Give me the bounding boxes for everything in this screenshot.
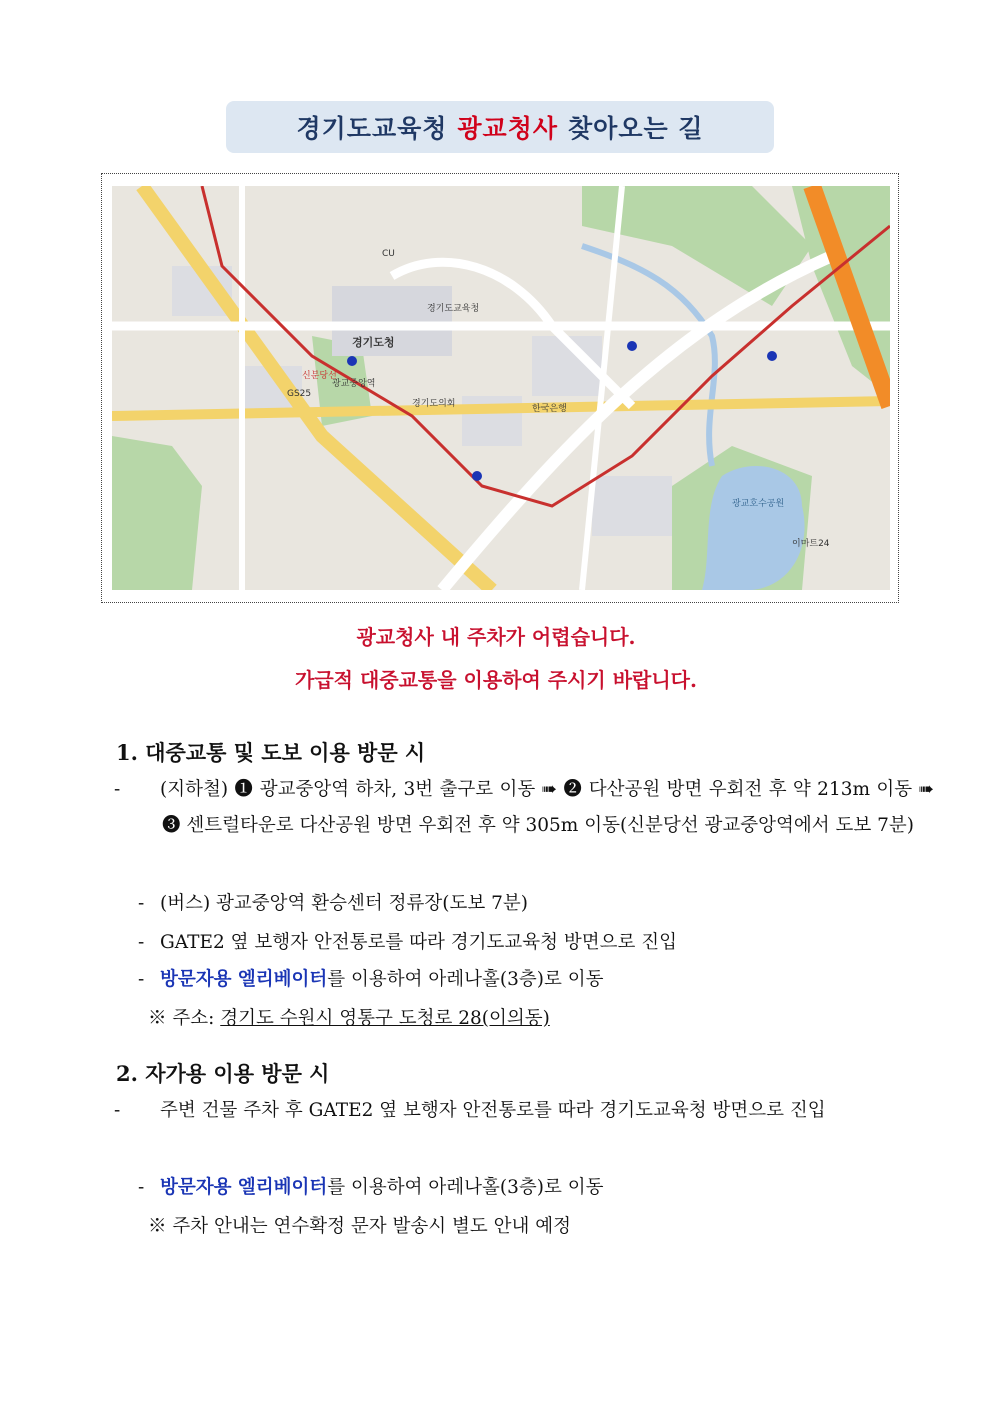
map-label: 이마트24 bbox=[792, 539, 830, 549]
title-post: 찾아오는 길 bbox=[568, 114, 704, 143]
dash: - bbox=[138, 1177, 145, 1198]
elevator-rest: 를 이용하여 아레나홀(3층)로 이동 bbox=[327, 969, 604, 990]
elevator-rest: 를 이용하여 아레나홀(3층)로 이동 bbox=[327, 1177, 604, 1198]
marker-dot bbox=[627, 341, 637, 351]
map-label: 광교호수공원 bbox=[732, 499, 785, 509]
section-1-title: 1. 대중교통 및 도보 이용 방문 시 bbox=[116, 740, 426, 765]
elevator-highlight: 방문자용 엘리베이터 bbox=[160, 969, 328, 990]
map-label: GS25 bbox=[287, 389, 312, 399]
item-parking: 주변 건물 주차 후 GATE2 옆 보행자 안전통로를 따라 경기도교육청 방면으로 진입 bbox=[160, 1100, 826, 1121]
elevator-highlight: 방문자용 엘리베이터 bbox=[160, 1177, 328, 1198]
map-label: 광교중앙역 bbox=[332, 379, 376, 389]
title-highlight: 광교청사 bbox=[457, 114, 559, 143]
list-item bbox=[138, 886, 910, 922]
page-title bbox=[226, 101, 774, 153]
map-label: 경기도교육청 bbox=[427, 304, 480, 314]
map-label: 경기도청 bbox=[352, 336, 395, 349]
notice-line-1: 광교청사 내 주차가 어렵습니다. bbox=[356, 625, 636, 649]
marker-dot bbox=[472, 471, 482, 481]
marker-dot bbox=[347, 356, 357, 366]
notice-line-2: 가급적 대중교통을 이용하여 주시기 바랍니다. bbox=[295, 668, 697, 692]
map-label: 신분당선 bbox=[302, 371, 337, 381]
section-2-title: 2. 자가용 이용 방문 시 bbox=[116, 1061, 330, 1086]
dash: - bbox=[138, 893, 145, 914]
map-label: 한국은행 bbox=[532, 404, 567, 414]
dash: - bbox=[138, 969, 145, 990]
item-subway: (지하철) ❶ 광교중앙역 하차, 3번 출구로 이동 ➠ ❷ 다산공원 방면 우회전 후 약 213m 이동 ➠ ❸ 센트럴타운로 다산공원 방면 우회전 후 약 305m 이동(신분당선 광교중앙역에서 도보 7분) bbox=[160, 779, 934, 836]
list-item bbox=[114, 772, 934, 844]
item-gate: GATE2 옆 보행자 안전통로를 따라 경기도교육청 방면으로 진입 bbox=[160, 932, 677, 953]
dash: - bbox=[114, 779, 121, 800]
marker-dot bbox=[767, 351, 777, 361]
map-label: CU bbox=[382, 249, 395, 259]
address-label: ※ 주소: bbox=[148, 1008, 221, 1029]
address-value: 경기도 수원시 영통구 도청로 28(이의동) bbox=[220, 1008, 550, 1029]
title-pre: 경기도교육청 bbox=[296, 114, 448, 143]
map-frame bbox=[101, 173, 899, 603]
location-map[interactable] bbox=[112, 186, 890, 590]
building-c bbox=[592, 476, 672, 536]
list-item bbox=[138, 1170, 910, 1206]
map-label: 경기도의회 bbox=[412, 399, 456, 409]
address-note bbox=[148, 1004, 550, 1030]
dash: - bbox=[138, 932, 145, 953]
list-item bbox=[138, 962, 910, 998]
list-item bbox=[138, 925, 910, 961]
list-item bbox=[114, 1093, 934, 1129]
dash: - bbox=[114, 1100, 121, 1121]
parking-note: ※ 주차 안내는 연수확정 문자 발송시 별도 안내 예정 bbox=[148, 1216, 571, 1237]
item-bus: (버스) 광교중앙역 환승센터 정류장(도보 7분) bbox=[160, 893, 528, 914]
